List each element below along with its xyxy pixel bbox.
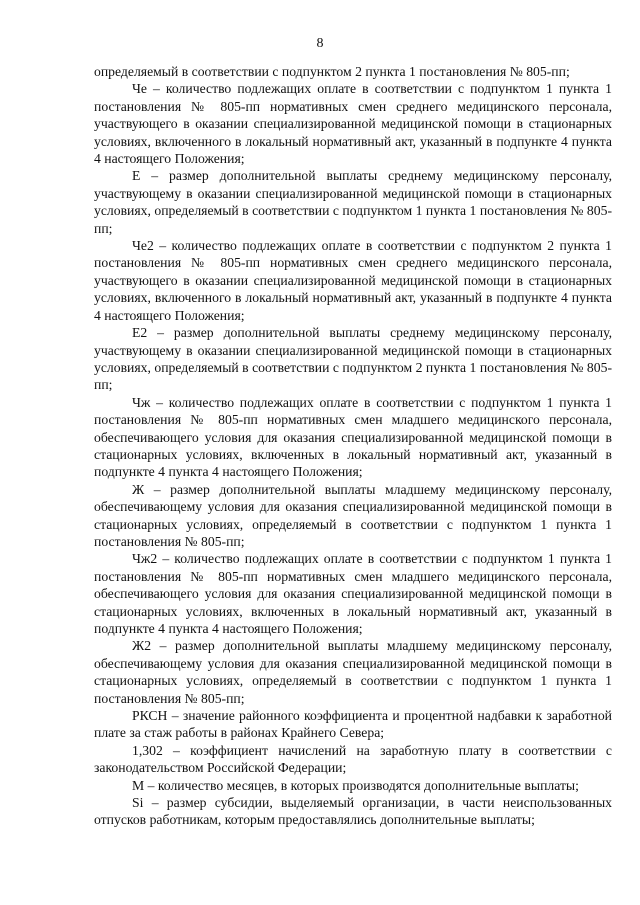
paragraph-coefficient: 1,302 – коэффициент начислений на заработную плату в соответствии с законодательством Российской Федерации; [94,742,612,776]
paragraph-che2: Че2 – количество подлежащих оплате в соответствии с подпунктом 2 пункта 1 постановления № 805-пп нормативных смен среднего медицинского персонала, участвующего в оказании специализированной медицинской помощи в стационарных условиях, включенного в локальный нормативный акт, указанный в подпункте 4 пункта 4 настоящего Положения; [94,238,612,323]
document-body [94,63,612,829]
paragraph-continuation: определяемый в соответствии с подпунктом 2 пункта 1 постановления № 805-пп; [94,64,570,79]
paragraph-e2: Е2 – размер дополнительной выплаты среднему медицинскому персоналу, участвующему в оказании специализированной медицинской помощи в стационарных условиях, определяемый в соответствии с подпунктом 2 пункта 1 постановления № 805-пп; [94,325,612,393]
paragraph-e: Е – размер дополнительной выплаты среднему медицинскому персоналу, участвующему в оказании специализированной медицинской помощи в стационарных условиях, определяемый в соответствии с подпунктом 1 пункта 1 постановления № 805-пп; [94,168,612,236]
paragraph-chzh: Чж – количество подлежащих оплате в соответствии с подпунктом 1 пункта 1 постановления № 805-пп нормативных смен младшего медицинского персонала, обеспечивающего условия для оказания специализированной медицинской помощи в стационарных условиях, включенных в локальный нормативный акт, указанный в подпункте 4 пункта 4 настоящего Положения; [94,394,612,480]
paragraph-m: М – количество месяцев, в которых производятся дополнительные выплаты; [132,777,579,793]
paragraph-si: Si – размер субсидии, выделяемый организации, в части неиспользованных отпусков работникам, которым предоставлялись дополнительные выплаты; [94,795,612,828]
paragraph-rksn: РКСН – значение районного коэффициента и процентной надбавки к заработной плате за стаж работы в районах Крайнего Севера; [94,708,612,741]
paragraph-zh: Ж – размер дополнительной выплаты младшему медицинскому персоналу, обеспечивающему условия для оказания специализированной медицинской помощи в стационарных условиях, определяемый в соответствии с подпунктом 1 пункта 1 постановления № 805-пп; [94,481,612,549]
paragraph-zh2: Ж2 – размер дополнительной выплаты младшему медицинскому персоналу, обеспечивающему условия для оказания специализированной медицинской помощи в стационарных условиях, определяемый в соответствии с подпунктом 1 пункта 1 постановления № 805-пп; [94,638,612,706]
page-number: 8 [316,36,324,51]
paragraph-chzh2: Чж2 – количество подлежащих оплате в соответствии с подпунктом 1 пункта 1 постановления № 805-пп нормативных смен младшего медицинского персонала, обеспечивающего условия для оказания специализированной медицинской помощи в стационарных условиях, включенных в локальный нормативный акт, указанный в подпункте 4 пункта 4 настоящего Положения; [94,551,612,636]
paragraph-che: Че – количество подлежащих оплате в соответствии с подпунктом 1 пункта 1 постановления № 805-пп нормативных смен среднего медицинского персонала, участвующего в оказании специализированной медицинской помощи в стационарных условиях, включенного в локальный нормативный акт, указанный в подпункте 4 пункта 4 настоящего Положения; [94,81,612,167]
